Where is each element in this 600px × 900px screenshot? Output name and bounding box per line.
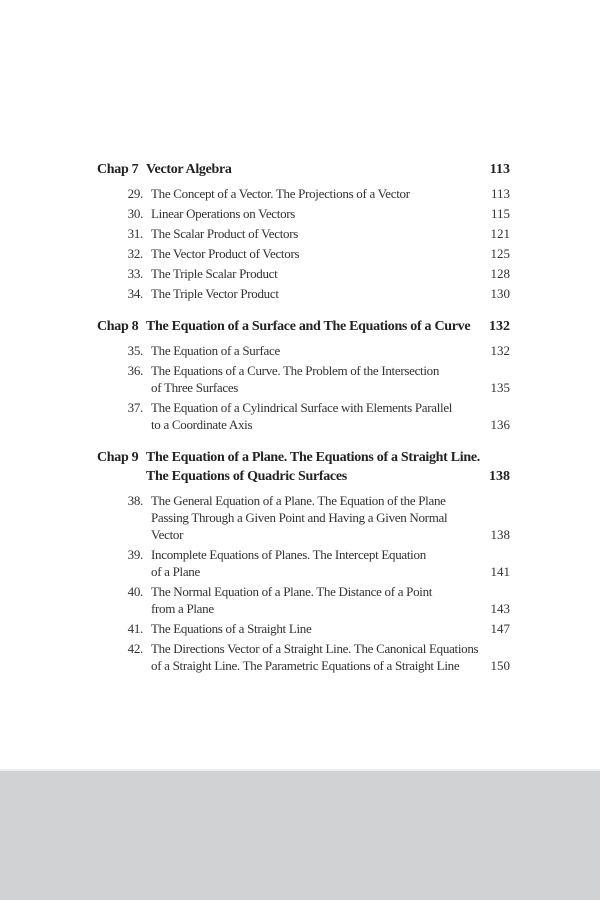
item-number: 34.: [127, 286, 143, 301]
toc-item-row: [97, 640, 510, 657]
toc-item-row: [97, 362, 510, 379]
item-number: 31.: [127, 226, 143, 241]
item-text-line: Linear Operations on Vectors: [151, 206, 296, 221]
toc-item: [97, 620, 510, 637]
toc-chapter-9: [97, 448, 510, 674]
chapter-heading: [97, 448, 510, 486]
chapter-heading: [97, 317, 510, 336]
toc-item-row: [97, 205, 510, 222]
item-number: 38.: [127, 493, 143, 508]
item-number: 36.: [127, 363, 143, 378]
item-page-number: 115: [490, 206, 510, 221]
chapter-label: Chap 8: [97, 319, 139, 334]
item-text-line: The Equations of a Straight Line: [151, 621, 312, 636]
item-page-number: 113: [490, 186, 510, 201]
toc-item-row: [97, 600, 510, 617]
item-text-line: of Three Surfaces: [151, 380, 239, 395]
toc-item-row: [97, 399, 510, 416]
item-page-number: 130: [490, 286, 510, 301]
item-text-line: The General Equation of a Plane. The Equation of the Plane: [151, 493, 446, 508]
chapter-page-number: 113: [489, 162, 510, 177]
item-text-line: to a Coordinate Axis: [151, 417, 253, 432]
item-number: 33.: [127, 266, 143, 281]
chapter-title-line: The Equations of Quadric Surfaces: [146, 469, 347, 484]
item-page-number: 150: [490, 658, 510, 673]
item-page-number: 141: [490, 564, 510, 579]
toc-item: [97, 285, 510, 302]
page-backdrop: [0, 771, 600, 900]
toc-item-row: [97, 285, 510, 302]
item-page-number: 147: [490, 621, 510, 636]
toc-item-row: [97, 492, 510, 509]
toc-item-row: [97, 526, 510, 543]
item-number: 41.: [127, 621, 143, 636]
item-text-line: The Directions Vector of a Straight Line. The Canonical Equations: [151, 641, 479, 656]
chapter-title-line: The Equation of a Plane. The Equations of a Straight Line.: [146, 450, 480, 465]
toc-item: [97, 362, 510, 396]
toc-chapter-7: [97, 160, 510, 302]
item-page-number: 136: [490, 417, 510, 432]
item-text-line: Incomplete Equations of Planes. The Intercept Equation: [151, 547, 426, 562]
chapter-heading: [97, 160, 510, 179]
item-text-line: The Concept of a Vector. The Projections of a Vector: [151, 186, 410, 201]
toc-item-row: [97, 342, 510, 359]
item-number: 29.: [127, 186, 143, 201]
item-number: 42.: [127, 641, 143, 656]
item-text-line: of a Plane: [151, 564, 200, 579]
toc-item: [97, 225, 510, 242]
item-number: 32.: [127, 246, 143, 261]
item-page-number: 121: [490, 226, 510, 241]
toc-item: [97, 546, 510, 580]
chapter-page-number: 138: [489, 469, 510, 484]
item-text-line: The Equation of a Surface: [151, 343, 280, 358]
item-number: 40.: [127, 584, 143, 599]
toc-item-row: [97, 379, 510, 396]
item-text-line: The Triple Scalar Product: [151, 266, 278, 281]
item-page-number: 138: [490, 527, 510, 542]
item-page-number: 143: [490, 601, 510, 616]
chapter-label: Chap 9: [97, 450, 139, 465]
toc-chapter-8: [97, 317, 510, 433]
toc-item-row: [97, 563, 510, 580]
toc-item-row: [97, 509, 510, 526]
toc-item: [97, 583, 510, 617]
item-text-line: of a Straight Line. The Parametric Equations of a Straight Line: [151, 658, 460, 673]
item-number: 37.: [127, 400, 143, 415]
item-number: 39.: [127, 547, 143, 562]
toc-item: [97, 342, 510, 359]
chapter-heading-row: [97, 160, 510, 179]
item-page-number: 125: [490, 246, 510, 261]
item-text-line: Passing Through a Given Point and Having a Given Normal: [151, 510, 448, 525]
chapter-title-line: Vector Algebra: [146, 162, 232, 177]
item-text-line: Vector: [151, 527, 184, 542]
chapter-heading-row: [97, 467, 510, 486]
toc-item-row: [97, 657, 510, 674]
toc-item-row: [97, 265, 510, 282]
item-number: 30.: [127, 206, 143, 221]
toc-item-row: [97, 583, 510, 600]
item-text-line: The Normal Equation of a Plane. The Distance of a Point: [151, 584, 433, 599]
item-number: 35.: [127, 343, 143, 358]
toc-item: [97, 245, 510, 262]
toc-item-row: [97, 185, 510, 202]
item-page-number: 135: [490, 380, 510, 395]
chapter-heading-row: [97, 317, 510, 336]
item-text-line: The Vector Product of Vectors: [151, 246, 300, 261]
toc-item: [97, 640, 510, 674]
item-text-line: The Triple Vector Product: [151, 286, 279, 301]
toc-item-row: [97, 620, 510, 637]
toc-item: [97, 265, 510, 282]
chapter-title-line: The Equation of a Surface and The Equations of a Curve: [146, 319, 471, 334]
item-text-line: The Equations of a Curve. The Problem of the Intersection: [151, 363, 440, 378]
chapter-page-number: 132: [489, 319, 510, 334]
toc-item-row: [97, 245, 510, 262]
toc-item-row: [97, 546, 510, 563]
toc-item: [97, 399, 510, 433]
toc-item-row: [97, 225, 510, 242]
toc-item: [97, 205, 510, 222]
item-text-line: The Equation of a Cylindrical Surface with Elements Parallel: [151, 400, 453, 415]
chapter-heading-row: [97, 448, 510, 467]
toc-item: [97, 185, 510, 202]
item-page-number: 132: [490, 343, 510, 358]
toc-item: [97, 492, 510, 543]
item-text-line: The Scalar Product of Vectors: [151, 226, 299, 241]
item-text-line: from a Plane: [151, 601, 214, 616]
toc-item-row: [97, 416, 510, 433]
item-page-number: 128: [490, 266, 510, 281]
chapter-label: Chap 7: [97, 162, 139, 177]
